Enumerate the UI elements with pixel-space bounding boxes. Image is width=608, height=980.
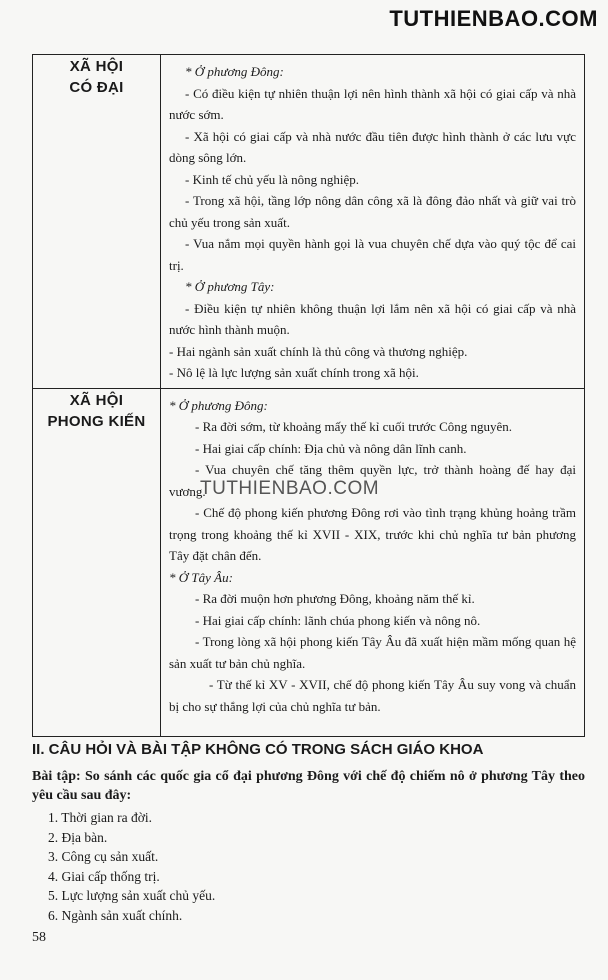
section-title: * Ở phương Tây: <box>185 279 275 294</box>
content-line: - Vua chuyên chế tăng thêm quyền lực, trở thành hoàng đế hay đại vương. <box>169 462 576 499</box>
content-line: - Hai giai cấp chính: lãnh chúa phong kiến và nông nô. <box>195 612 481 628</box>
content-line: - Ra đời sớm, từ khoảng mấy thế kỉ cuối trước Công nguyên. <box>195 419 513 434</box>
page-number: 58 <box>32 930 46 945</box>
content-line: - Chế độ phong kiến phương Đông rơi vào tình trạng khủng hoảng trầm trọng trong khoảng thế kỉ XVII - XIX, trước khi chủ nghĩa tư bản phương Tây đặt chân đến. <box>169 505 576 563</box>
list-item: 6. Ngành sản xuất chính. <box>48 907 183 923</box>
row-content <box>161 388 585 736</box>
content-line: - Có điều kiện tự nhiên thuận lợi nên hình thành xã hội có giai cấp và nhà nước sớm. <box>169 85 576 122</box>
comparison-table <box>32 54 585 737</box>
label-line: PHONG KIẾN <box>47 412 146 430</box>
list-item: 2. Địa bàn. <box>48 829 108 845</box>
question-list <box>48 808 215 926</box>
content-line: - Ra đời muộn hơn phương Đông, khoảng năm thế kỉ. <box>195 591 475 606</box>
row-label <box>33 388 161 736</box>
label-line: CÓ ĐẠI <box>69 79 124 96</box>
content-line: - Hai ngành sản xuất chính là thủ công và thương nghiệp. <box>169 343 468 359</box>
list-item: 4. Giai cấp thống trị. <box>48 868 160 884</box>
section-title: * Ở phương Đông: <box>169 397 268 413</box>
content-line: - Vua nắm mọi quyền hành gọi là vua chuyên chế dựa vào quý tộc để cai trị. <box>169 236 576 273</box>
content-line: - Xã hội có giai cấp và nhà nước đầu tiên được hình thành ở các lưu vực dòng sông lớn. <box>169 128 576 165</box>
table-row <box>33 55 585 389</box>
content-line: - Hai giai cấp chính: Địa chủ và nông dân lĩnh canh. <box>195 440 467 456</box>
content-line: - Kinh tế chủ yếu là nông nghiệp. <box>185 171 360 187</box>
watermark: TUTHIENBAO.COM <box>200 478 380 499</box>
section-heading: II. CÂU HỎI VÀ BÀI TẬP KHÔNG CÓ TRONG SÁCH GIÁO KHOA <box>32 741 484 758</box>
content-line: - Trong xã hội, tầng lớp nông dân công xã là đông đảo nhất và giữ vai trò chủ yếu trong sản xuất. <box>169 193 576 230</box>
list-item: 1. Thời gian ra đời. <box>48 810 153 825</box>
content-line: - Từ thế kỉ XV - XVII, chế độ phong kiến Tây Âu suy vong và chuẩn bị cho sự thắng lợi của chủ nghĩa tư bản. <box>169 677 576 714</box>
table-row <box>33 388 585 736</box>
row-label <box>33 55 161 389</box>
label-line: XÃ HỘI <box>69 391 124 409</box>
label-line: XÃ HỘI <box>69 58 124 75</box>
content-line: - Điều kiện tự nhiên không thuận lợi lắm nên xã hội có giai cấp và nhà nước hình thành muộn. <box>169 300 576 337</box>
list-item: 3. Công cụ sản xuất. <box>48 849 159 865</box>
section-title: * Ở phương Đông: <box>185 64 284 79</box>
row-content <box>161 55 585 389</box>
exercise-prompt: Bài tập: So sánh các quốc gia cổ đại phương Đông với chế độ chiếm nô ở phương Tây theo yêu cầu sau đây: <box>32 769 585 803</box>
content-line: - Nô lệ là lực lượng sản xuất chính trong xã hội. <box>169 365 419 380</box>
content-line: - Trong lòng xã hội phong kiến Tây Âu đã xuất hiện mầm mống quan hệ sản xuất tư bản chủ nghĩa. <box>169 634 576 671</box>
list-item: 5. Lực lượng sản xuất chủ yếu. <box>48 888 216 904</box>
section-title: * Ở Tây Âu: <box>169 569 233 585</box>
site-name: TUTHIENBAO.COM <box>389 6 598 31</box>
